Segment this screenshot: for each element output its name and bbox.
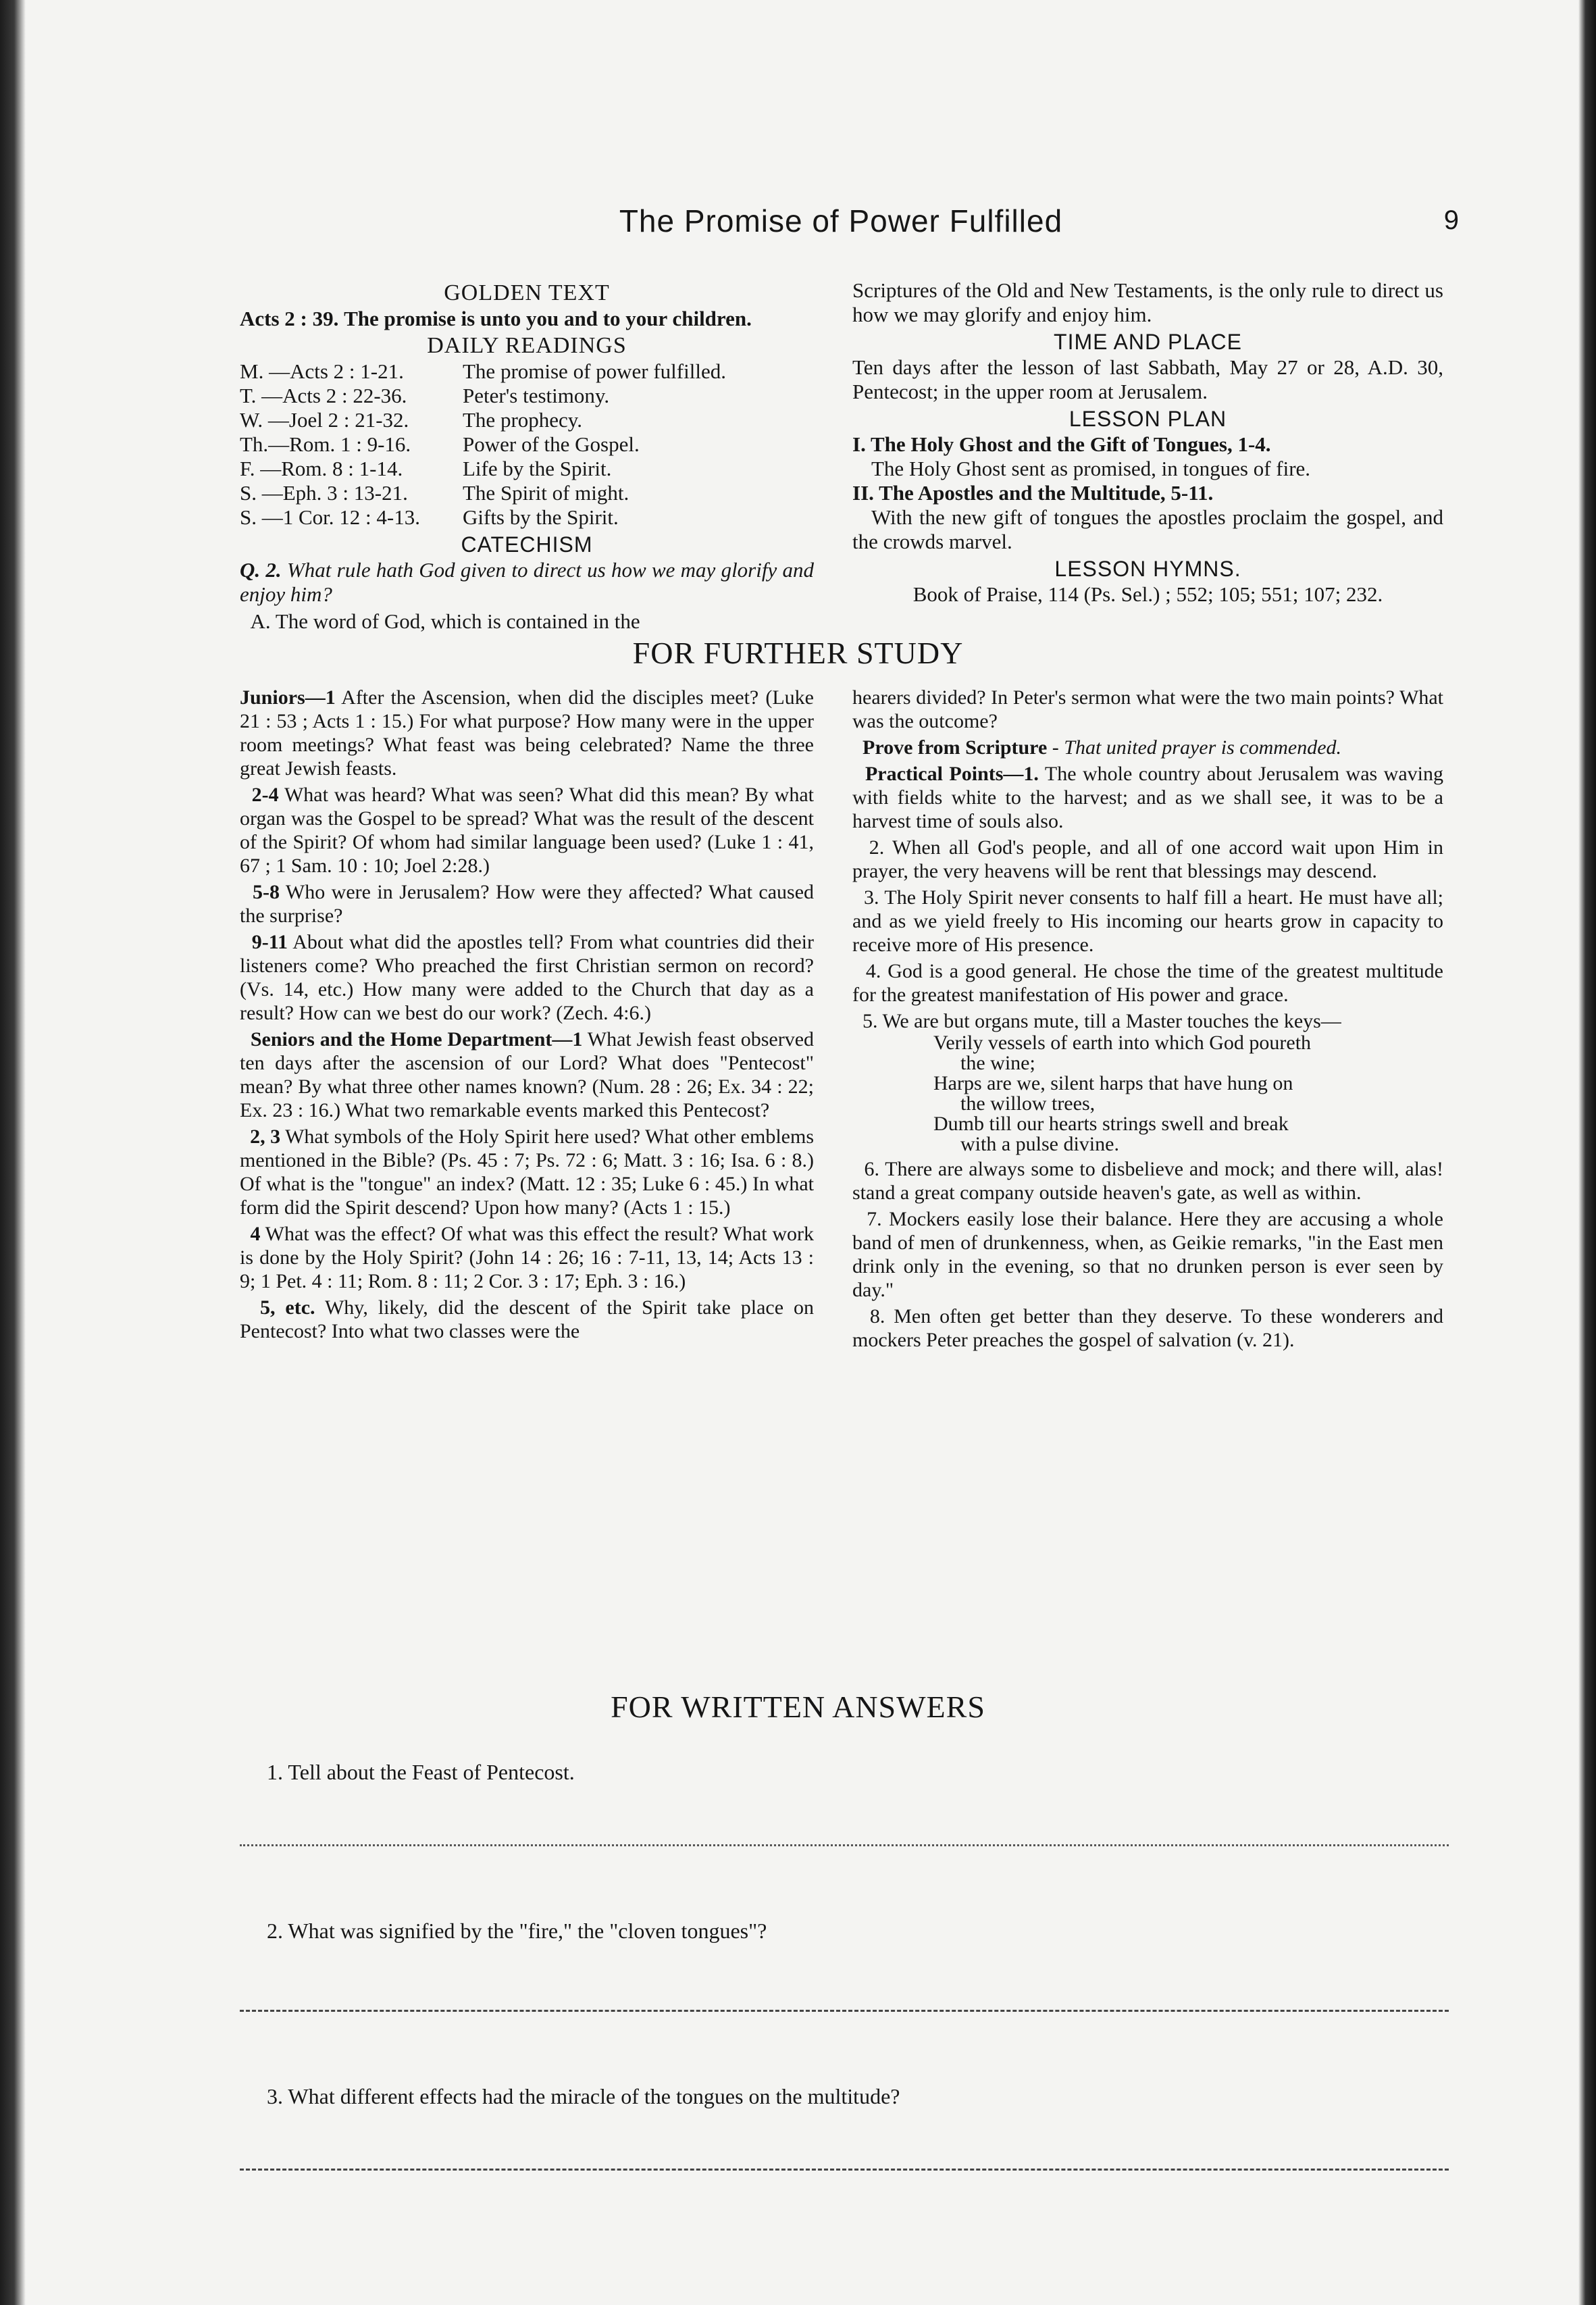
practical-label: Practical Points—1. — [865, 763, 1039, 785]
senior-label: Seniors and the Home Department—1 — [250, 1028, 583, 1050]
daily-readings-list — [240, 359, 814, 530]
prove-from-scripture — [852, 736, 1443, 759]
lesson-plan-item-title: II. The Apostles and the Multitude, 5-11. — [852, 481, 1214, 505]
page-number: 9 — [1443, 205, 1459, 235]
practical-point — [852, 1207, 1443, 1302]
practical-text: 3. The Holy Spirit never consents to half fill a heart. He must have all; and as we yield freely to His incoming our hearts grow in capacity to receive more of His presence. — [852, 886, 1444, 956]
page-title: The Promise of Power Fulfilled — [619, 203, 1063, 238]
reading-ref: Th.—Rom. 1 : 9-16. — [240, 432, 411, 456]
lesson-hymns-text: Book of Praise, 114 (Ps. Sel.) ; 552; 105; 551; 107; 232. — [912, 582, 1383, 606]
written-question: 2. What was signified by the "fire," the "cloven tongues"? — [267, 1919, 767, 1943]
poem-line-cont: with a pulse divine. — [960, 1133, 1119, 1155]
time-place-text: Ten days after the lesson of last Sabbath, May 27 or 28, A.D. 30, Pentecost; in the upper room at Jerusalem. — [852, 355, 1443, 403]
catechism-answer-cont: Scriptures of the Old and New Testaments, is the only rule to direct us how we may glorify and enjoy him. — [852, 278, 1443, 326]
catechism-heading: CATECHISM — [461, 532, 593, 557]
golden-text-ref: Acts 2 : 39. — [240, 307, 339, 330]
poem-line-cont: the wine; — [960, 1052, 1035, 1074]
junior-label: 5-8 — [252, 881, 280, 903]
practical-point — [852, 886, 1443, 957]
poem-line: Verily vessels of earth into which God poureth — [933, 1032, 1312, 1054]
junior-para — [240, 930, 814, 1025]
lesson-info-right-column — [852, 278, 1443, 607]
junior-text: About what did the apostles tell? From what countries did their listeners come? Who preached the first Christian sermon on record? (Vs. 14, etc.) How many were added to the Church that day as a result? How can we best do our work? (Zech. 4:6.) — [240, 931, 814, 1024]
daily-readings-heading: DAILY READINGS — [427, 333, 627, 358]
practical-text: 5. We are but organs mute, till a Master touches the keys— — [863, 1010, 1341, 1032]
reading-ref: S. —1 Cor. 12 : 4-13. — [240, 505, 420, 529]
practical-point — [852, 1305, 1443, 1352]
lesson-plan-heading: LESSON PLAN — [1069, 407, 1227, 431]
junior-label: 2-4 — [251, 784, 279, 806]
reading-text: The Spirit of might. — [463, 481, 629, 505]
senior-label: 2, 3 — [250, 1125, 281, 1148]
lesson-info-left-column — [240, 278, 814, 634]
catechism-q-label: Q. 2. — [240, 558, 282, 582]
reading-text: Peter's testimony. — [463, 384, 610, 407]
practical-point — [852, 959, 1443, 1007]
catechism-question — [240, 558, 814, 607]
further-study-heading: FOR FURTHER STUDY — [632, 636, 964, 670]
lesson-plan-item-desc: The Holy Ghost sent as promised, in tongues of fire. — [871, 457, 1311, 480]
practical-text: The whole country about Jerusalem was waving with fields white to the harvest; and as we shall see, it was to be a harvest time of souls also. — [852, 763, 1443, 832]
senior-para-cont: hearers divided? In Peter's sermon what were the two main points? What was the outcome? — [852, 686, 1443, 732]
junior-para — [240, 783, 814, 878]
junior-text: Who were in Jerusalem? How were they affected? What caused the surprise? — [240, 881, 815, 927]
senior-label: 4 — [250, 1223, 261, 1245]
catechism-answer — [240, 609, 814, 634]
junior-text: After the Ascension, when did the disciples meet? (Luke 21 : 53 ; Acts 1 : 15.) For what purpose? How many were in the upper room meetings? What feast was being celebrated? Name the three great Jewish feasts. — [240, 686, 814, 780]
page-left-edge-shadow — [0, 0, 26, 2305]
further-study-left-column — [240, 686, 814, 1343]
written-question: 1. Tell about the Feast of Pentecost. — [267, 1760, 575, 1784]
written-answers-heading: FOR WRITTEN ANSWERS — [611, 1690, 985, 1724]
reading-ref: W. —Joel 2 : 21-32. — [240, 408, 409, 432]
reading-text: The prophecy. — [463, 408, 583, 432]
practical-text: 7. Mockers easily lose their balance. Here they are accusing a whole band of men of drunkenness, when, as Geikie remarks, "in the East men drink only in the evening, so that no drunken person is ever seen by day." — [852, 1208, 1443, 1301]
golden-text — [240, 307, 814, 331]
practical-text: 4. God is a good general. He chose the time of the greatest multitude for the greatest manifestation of His power and grace. — [852, 960, 1443, 1006]
page-right-edge-shadow — [1578, 0, 1596, 2305]
senior-para — [240, 1125, 814, 1219]
senior-text: What Jewish feast observed ten days after the ascension of our Lord? What does "Pentecost" mean? By what three other names known? (Num. 28 : 26; Ex. 34 : 22; Ex. 23 : 16.) What two remarkable events marked this Pentecost? — [240, 1028, 815, 1121]
senior-text: What symbols of the Holy Spirit here used? What other emblems mentioned in the Bible? (Ps. 45 : 7; Ps. 72 : 6; Matt. 3 : 16; Isa. 6 : 8.) Of what is the "tongue" an index? (Matt. 12 : 35; Luke 6 : 45.) In what form did the Spirit descend? Upon how many? (Acts 1 : 15.) — [240, 1125, 814, 1219]
lesson-plan-item-title: I. The Holy Ghost and the Gift of Tongues, 1-4. — [852, 432, 1271, 456]
senior-para — [240, 1028, 814, 1122]
reading-text: Life by the Spirit. — [463, 457, 612, 480]
golden-text-body: The promise is unto you and to your children. — [344, 307, 752, 330]
practical-text: 6. There are always some to disbelieve and mock; and there will, alas! stand a great company outside heaven's gate, as well as within. — [852, 1158, 1443, 1204]
golden-text-heading: GOLDEN TEXT — [444, 280, 610, 305]
junior-label: Juniors—1 — [240, 686, 336, 709]
reading-ref: M. —Acts 2 : 1-21. — [240, 359, 404, 383]
answer-line[interactable] — [240, 1844, 1449, 1846]
senior-label: 5, etc. — [259, 1296, 315, 1319]
practical-point — [852, 762, 1443, 833]
reading-text: Power of the Gospel. — [463, 432, 640, 456]
reading-ref: S. —Eph. 3 : 13-21. — [240, 481, 408, 505]
junior-text: What was heard? What was seen? What did this mean? By what organ was the Gospel to be spread? What was the result of the descent of the Spirit? Of whom had similar language been used? (Luke 1 : 41, 67 ; 1 Sam. 10 : 10; Joel 2:28.) — [240, 784, 814, 877]
catechism-q-text: What rule hath God given to direct us how we may glorify and enjoy him? — [240, 558, 815, 606]
senior-para — [240, 1222, 814, 1293]
junior-para — [240, 880, 814, 928]
time-place-heading: TIME AND PLACE — [1054, 330, 1242, 354]
catechism-a-label: A. — [250, 609, 271, 633]
prove-text: - That united prayer is commended. — [1047, 736, 1342, 759]
page-header — [223, 203, 1459, 251]
poem-quote — [933, 1033, 1443, 1155]
answer-line[interactable] — [240, 2010, 1449, 2012]
senior-para — [240, 1296, 814, 1343]
junior-para — [240, 686, 814, 780]
lesson-hymns-heading: LESSON HYMNS. — [1054, 557, 1241, 581]
answer-line[interactable] — [240, 2169, 1449, 2171]
practical-text: 8. Men often get better than they deserve. To these wonderers and mockers Peter preaches the gospel of salvation (v. 21). — [852, 1305, 1443, 1351]
reading-ref: T. —Acts 2 : 22-36. — [240, 384, 407, 407]
poem-line-cont: the willow trees, — [960, 1092, 1096, 1115]
reading-ref: F. —Rom. 8 : 1-14. — [240, 457, 403, 480]
practical-point — [852, 1009, 1443, 1033]
junior-label: 9-11 — [251, 931, 288, 953]
senior-text: What was the effect? Of what was this effect the result? What work is done by the Holy Spirit? (John 14 : 26; 16 : 7-11, 13, 14; Acts 13 : 9; 1 Pet. 4 : 11; Rom. 8 : 11; 2 Cor. 3 : 17; Eph. 3 : 16.) — [240, 1223, 815, 1292]
written-question: 3. What different effects had the miracle of the tongues on the multitude? — [267, 2084, 900, 2108]
practical-point — [852, 1157, 1443, 1205]
prove-label: Prove from Scripture — [863, 736, 1048, 759]
lesson-plan-item-desc: With the new gift of tongues the apostles proclaim the gospel, and the crowds marvel. — [852, 505, 1443, 553]
reading-text: The promise of power fulfilled. — [463, 359, 726, 383]
practical-text: 2. When all God's people, and all of one accord wait upon Him in prayer, the very heavens will be rent that blessings may descend. — [852, 836, 1443, 882]
catechism-a-text: The word of God, which is contained in the — [275, 609, 640, 633]
poem-line: Harps are we, silent harps that have hung on — [933, 1072, 1293, 1094]
further-study-right-column — [852, 686, 1443, 1352]
poem-line: Dumb till our hearts strings swell and break — [933, 1113, 1289, 1135]
reading-text: Gifts by the Spirit. — [463, 505, 619, 529]
senior-text: Why, likely, did the descent of the Spirit take place on Pentecost? Into what two classes were the — [240, 1296, 814, 1342]
practical-point — [852, 836, 1443, 883]
